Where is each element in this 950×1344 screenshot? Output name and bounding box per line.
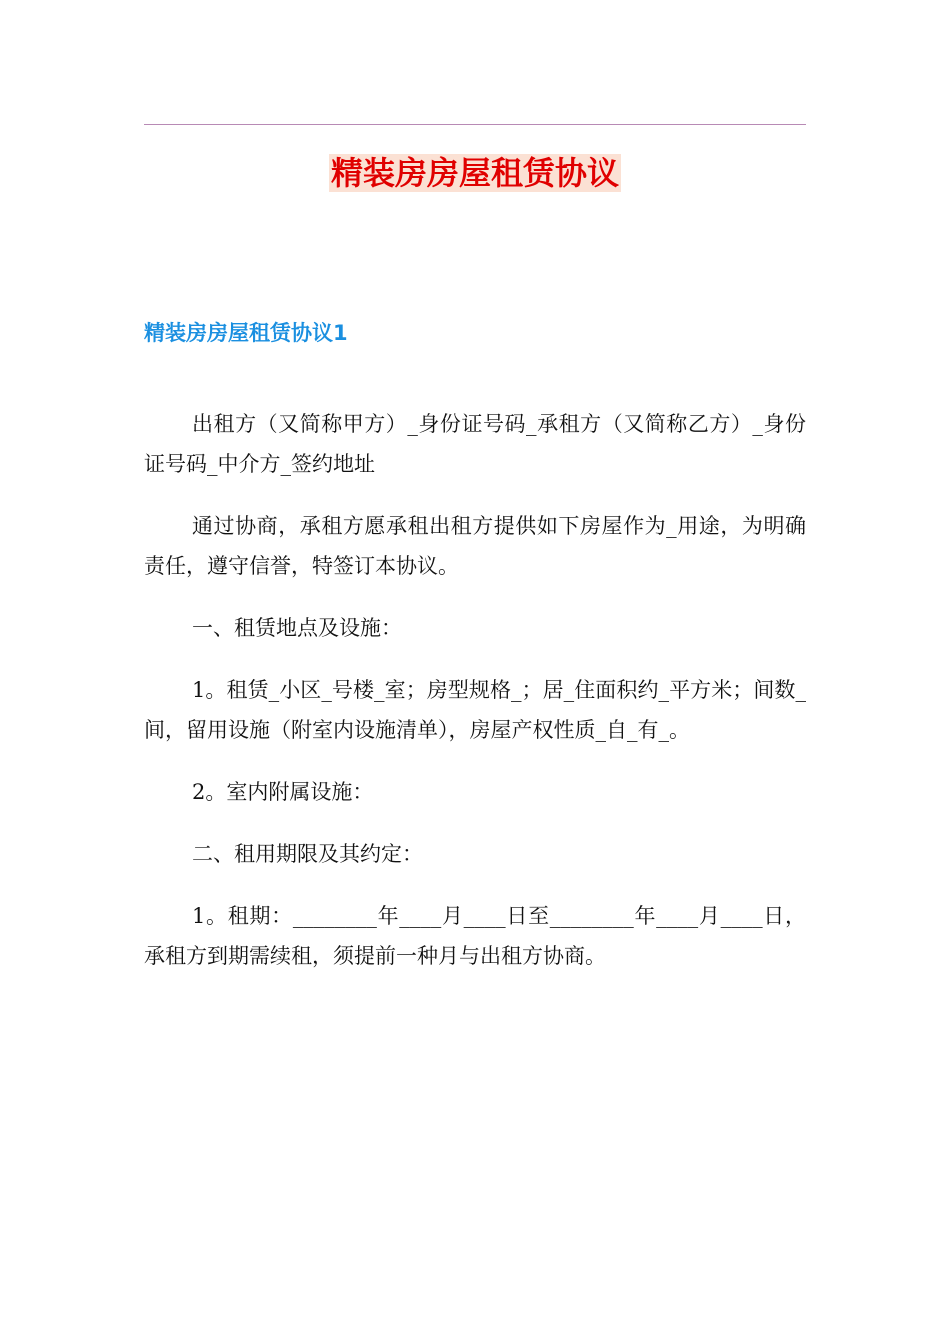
section-heading: 精装房房屋租赁协议1 xyxy=(144,321,348,345)
header-rule xyxy=(144,124,806,125)
paragraph-section-two: 二、租用期限及其约定： xyxy=(192,842,423,866)
paragraph-section-one: 一、租赁地点及设施： xyxy=(192,616,402,640)
document-title-text: 精装房房屋租赁协议 xyxy=(330,154,619,192)
paragraph-term: 1。租期：________年____月____日至________年____月____日，承租方到期需续租，须提前一种月与出租方协商。 xyxy=(144,904,806,968)
paragraph-parties: 出租方（又简称甲方）_身份证号码_承租方（又简称乙方）_身份证号码_中介方_签约地址 xyxy=(144,412,806,476)
paragraph-purpose: 通过协商，承租方愿承租出租方提供如下房屋作为_用途，为明确责任，遵守信誉，特签订本协议。 xyxy=(144,514,806,578)
paragraph-location: 1。租赁_小区_号楼_室；房型规格_；居_住面积约_平方米；间数_间，留用设施（附室内设施清单），房屋产权性质_自_有_。 xyxy=(144,678,806,742)
paragraph-facilities: 2。室内附属设施： xyxy=(192,780,374,804)
document-body xyxy=(144,404,806,998)
document-title xyxy=(0,150,950,196)
